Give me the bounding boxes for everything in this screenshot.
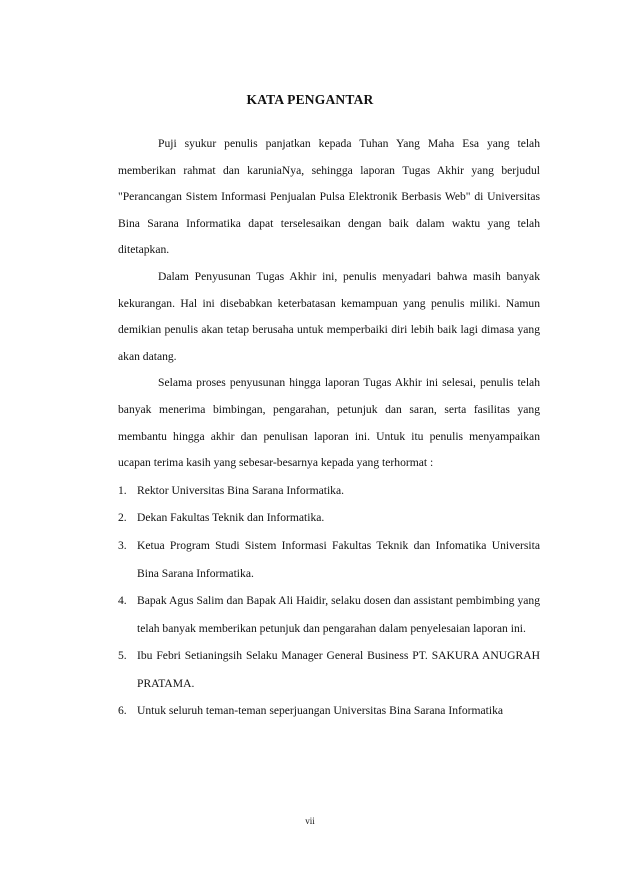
list-item-number: 3. [118, 538, 127, 552]
paragraph-3: Selama proses penyusunan hingga laporan Tugas Akhir ini selesai, penulis telah banyak menerima bimbingan, pengarahan, petunjuk dan saran, serta fasilitas yang membantu hingga akhir dan penulisan laporan ini. Untuk itu penulis menyampaikan ucapan terima kasih yang sebesar-besarnya kepada yang terhormat : [118, 376, 540, 470]
list-item [118, 587, 540, 642]
list-item-text: Ketua Program Studi Sistem Informasi Fakultas Teknik dan Infomatika Universita Bina Sarana Informatika. [137, 538, 540, 580]
acknowledgement-list [118, 477, 540, 725]
list-item-text: Untuk seluruh teman-teman seperjuangan Universitas Bina Sarana Informatika [137, 704, 504, 718]
list-item-text: Rektor Universitas Bina Sarana Informatika. [137, 483, 345, 497]
list-item [118, 697, 540, 725]
list-item [118, 477, 540, 505]
list-item [118, 532, 540, 587]
list-item [118, 504, 540, 532]
list-item-number: 5. [118, 649, 127, 663]
document-body [118, 131, 540, 725]
page-title: KATA PENGANTAR [246, 92, 374, 107]
paragraph-1: Puji syukur penulis panjatkan kepada Tuhan Yang Maha Esa yang telah memberikan rahmat dan karuniaNya, sehingga laporan Tugas Akhir yang berjudul "Perancangan Sistem Informasi Penjualan Pulsa Elektronik Berbasis Web" di Universitas Bina Sarana Informatika dapat terselesaikan dengan baik dalam waktu yang telah ditetapkan. [118, 137, 540, 257]
list-item-number: 6. [118, 704, 127, 718]
list-item-number: 4. [118, 594, 127, 608]
list-item-number: 2. [118, 511, 127, 525]
list-item-number: 1. [118, 483, 127, 497]
page-number: vii [305, 816, 315, 826]
list-item-text: Ibu Febri Setianingsih Selaku Manager General Business PT. SAKURA ANUGRAH PRATAMA. [137, 649, 540, 690]
list-item [118, 642, 540, 697]
list-item-text: Bapak Agus Salim dan Bapak Ali Haidir, selaku dosen dan assistant pembimbing yang telah banyak memberikan petunjuk dan pengarahan dalam penyelesaian laporan ini. [137, 594, 540, 635]
list-item-text: Dekan Fakultas Teknik dan Informatika. [137, 511, 325, 525]
paragraph-2: Dalam Penyusunan Tugas Akhir ini, penulis menyadari bahwa masih banyak kekurangan. Hal ini disebabkan keterbatasan kemampuan yang penulis miliki. Namun demikian penulis akan tetap berusaha untuk memperbaiki diri lebih baik lagi dimasa yang akan datang. [118, 269, 540, 363]
